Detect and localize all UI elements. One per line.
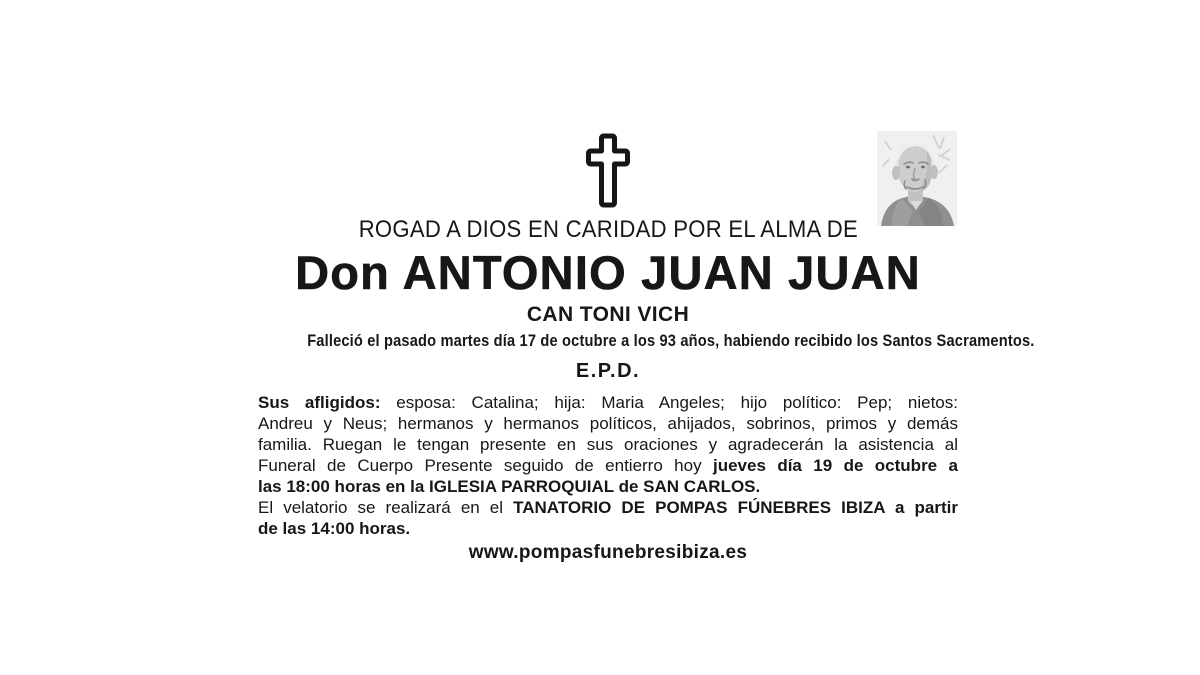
invocation-text: ROGAD A DIOS EN CARIDAD POR EL ALMA DE — [358, 216, 858, 243]
obituary-body-line — [258, 497, 958, 518]
bold-text-segment: TANATORIO DE POMPAS FÚNEBRES IBIZA a partir — [513, 498, 958, 517]
text-segment: esposa: Catalina; hija: Maria Angeles; hijo político: Pep; nietos: — [380, 393, 958, 412]
text-segment: Andreu y Neus; hermanos y hermanos políticos, ahijados, sobrinos, primos y demás — [258, 414, 958, 433]
obituary-body-line — [258, 392, 958, 413]
deceased-portrait-photo — [877, 131, 957, 226]
obituary-sheet — [248, 0, 1035, 563]
bold-text-segment: las 18:00 horas en la IGLESIA PARROQUIAL de SAN CARLOS. — [258, 477, 761, 496]
house-name: CAN TONI VICH — [526, 303, 690, 326]
death-details-text: Falleció el pasado martes día 17 de octubre a los 93 años, habiendo recibido los Santos Sacramentos. — [307, 331, 1035, 350]
text-segment: Funeral de Cuerpo Presente seguido de entierro hoy — [258, 456, 713, 475]
text-segment: El velatorio se realizará en el — [258, 498, 514, 517]
invocation-line — [248, 218, 968, 242]
obituary-body-line — [258, 434, 958, 455]
bold-text-segment: de las 14:00 horas. — [258, 519, 411, 538]
obituary-body-line — [258, 413, 958, 434]
obituary-body-line — [258, 455, 958, 476]
obituary-body-line — [258, 518, 958, 539]
deceased-name: Don ANTONIO JUAN JUAN — [295, 246, 921, 299]
obituary-body-line — [258, 476, 958, 497]
funeral-home-website-link[interactable]: www.pompasfunebresibiza.es — [468, 542, 748, 563]
obituary-body — [258, 392, 958, 539]
death-details-line — [248, 331, 1035, 350]
latin-cross-icon — [586, 133, 630, 208]
text-segment: familia. Ruegan le tengan presente en sus oraciones y agradecerán la asistencia al — [258, 435, 958, 454]
epd-abbreviation: E.P.D. — [575, 360, 641, 382]
bold-text-segment: Sus afligidos: — [258, 393, 381, 412]
bold-text-segment: jueves día 19 de octubre a — [713, 456, 958, 475]
